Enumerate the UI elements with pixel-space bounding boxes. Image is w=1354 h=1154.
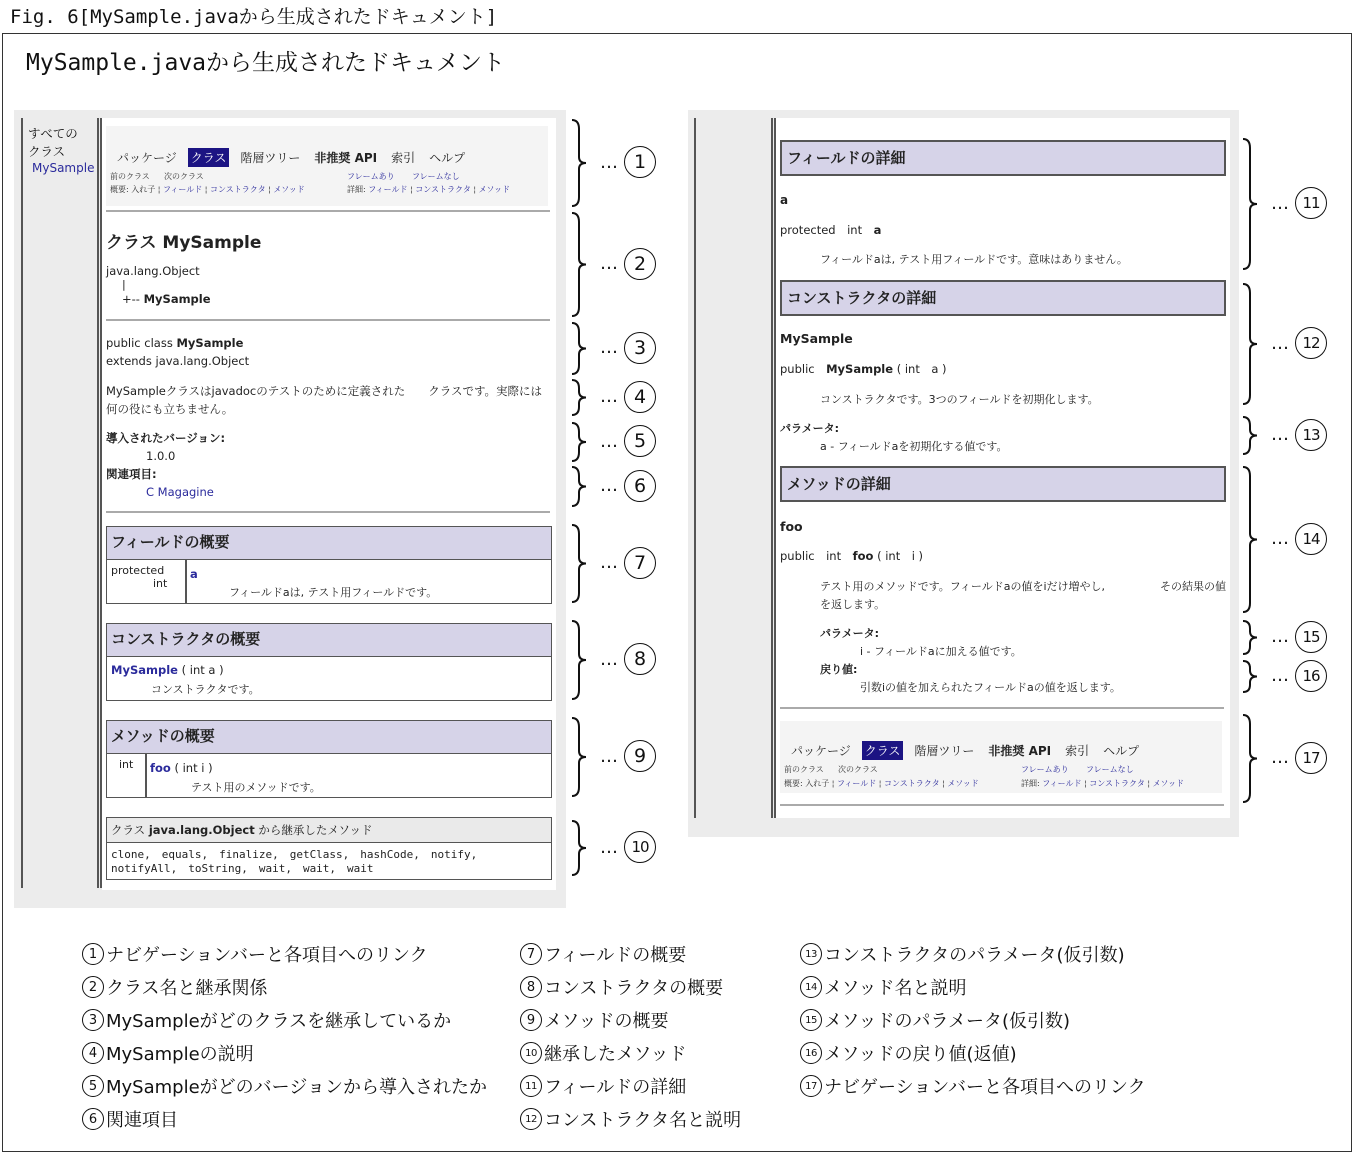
curly-brace	[570, 212, 588, 317]
method-return-label: 戻り値:	[820, 663, 858, 676]
field-name-link[interactable]: a	[190, 567, 198, 581]
method-link[interactable]: foo	[150, 761, 171, 775]
circled-number-icon: 17	[1295, 742, 1327, 774]
callout-marker	[600, 146, 656, 178]
method-return-desc: 引数iの値を加えられたフィールドaの値を返します。	[860, 681, 1121, 694]
curly-brace	[570, 422, 588, 462]
nav-index[interactable]: 索引	[1065, 744, 1090, 758]
ellipsis: …	[600, 386, 618, 407]
circled-number-icon: 2	[624, 248, 656, 280]
constructor-summary-header: コンストラクタの概要	[107, 624, 551, 657]
callout-marker	[600, 740, 656, 772]
callout-marker	[1271, 523, 1327, 555]
callout-marker	[1271, 327, 1327, 359]
legend-item	[520, 1106, 741, 1132]
nav-frames[interactable]: フレームあり	[1021, 765, 1069, 774]
callout-marker	[600, 248, 656, 280]
legend-text: MySampleの説明	[106, 1044, 254, 1065]
circled-number-icon: 16	[800, 1042, 822, 1064]
callout-marker	[1271, 419, 1327, 451]
all-classes-label-2: クラス	[28, 144, 66, 159]
legend-item	[82, 1040, 254, 1066]
legend-text: ナビゲーションバーと各項目へのリンク	[106, 945, 428, 966]
curly-brace	[1241, 660, 1259, 693]
ellipsis: …	[1271, 424, 1289, 445]
constructor-param-desc: a - フィールドaを初期化する値です。	[820, 440, 1008, 453]
legend-item	[82, 1073, 487, 1099]
circled-number-icon: 8	[624, 643, 656, 675]
curly-brace	[1241, 466, 1259, 613]
callout-marker	[600, 332, 656, 364]
callout-marker	[600, 381, 656, 413]
constructor-summary-table	[106, 623, 552, 701]
circled-number-icon: 7	[520, 943, 542, 965]
ellipsis: …	[600, 337, 618, 358]
legend-item	[82, 941, 428, 967]
legend-item	[82, 1106, 178, 1132]
constructor-signature: MySample ( int a )	[111, 663, 224, 677]
ellipsis: …	[1271, 528, 1289, 549]
legend-item	[520, 1040, 687, 1066]
circled-number-icon: 1	[82, 943, 104, 965]
since-value: 1.0.0	[146, 449, 176, 463]
class-link-mysample[interactable]: MySample	[32, 161, 95, 175]
navigation-bar-bottom	[780, 721, 1222, 793]
ellipsis: …	[600, 552, 618, 573]
callout-marker	[600, 831, 656, 863]
circled-number-icon: 15	[800, 1009, 822, 1031]
circled-number-icon: 12	[520, 1108, 542, 1130]
tree-bar: |	[122, 278, 126, 291]
legend-item	[800, 1073, 1146, 1099]
circled-number-icon: 5	[624, 425, 656, 457]
nav-prev-class[interactable]: 前のクラス	[110, 172, 150, 181]
ellipsis: …	[1271, 626, 1289, 647]
column-divider	[185, 560, 187, 603]
navigation-bar-top	[106, 126, 548, 206]
legend-text: メソッドの概要	[544, 1011, 669, 1032]
divider	[694, 118, 696, 818]
circled-number-icon: 12	[1295, 327, 1327, 359]
legend-text: 関連項目	[106, 1110, 178, 1131]
method-summary-header: メソッドの概要	[107, 721, 551, 754]
field-summary-header: フィールドの概要	[107, 527, 551, 560]
legend-text: ナビゲーションバーと各項目へのリンク	[824, 1077, 1146, 1098]
field-detail-signature: protected int a	[780, 223, 882, 237]
curly-brace	[1241, 283, 1259, 405]
legend-text: クラス名と継承関係	[106, 978, 268, 999]
constructor-description: コンストラクタです。	[151, 683, 260, 696]
since-label: 導入されたバージョン:	[106, 431, 226, 445]
legend-item	[800, 1007, 1070, 1033]
constructor-detail-description: コンストラクタです。3つのフィールドを初期化します。	[820, 393, 1099, 406]
field-type: int	[153, 577, 168, 590]
ellipsis: …	[1271, 332, 1289, 354]
all-classes-label: すべての	[28, 126, 78, 141]
method-detail-description-2: を返します。	[820, 598, 886, 611]
curly-brace	[570, 322, 588, 375]
legend-item	[520, 1007, 669, 1033]
ellipsis: …	[600, 475, 618, 496]
nav-detail-row: 詳細: フィールド ¦ コンストラクタ ¦ メソッド	[1021, 779, 1184, 788]
legend-text: MySampleがどのバージョンから導入されたか	[106, 1077, 487, 1098]
circled-number-icon: 5	[82, 1075, 104, 1097]
curly-brace	[1241, 714, 1259, 803]
circled-number-icon: 6	[82, 1108, 104, 1130]
nav-index[interactable]: 索引	[391, 151, 416, 165]
divider	[780, 804, 1224, 806]
nav-deprecated[interactable]: 非推奨 API	[314, 151, 378, 165]
class-declaration: public class MySample	[106, 336, 244, 350]
circled-number-icon: 9	[520, 1009, 542, 1031]
legend-text: 継承したメソッド	[544, 1044, 687, 1065]
inherited-methods-header: クラス java.lang.Object から継承したメソッド	[107, 818, 551, 843]
circled-number-icon: 14	[800, 976, 822, 998]
circled-number-icon: 7	[624, 547, 656, 579]
legend-item	[82, 1007, 451, 1033]
ellipsis: …	[600, 253, 618, 274]
legend-item	[800, 941, 1125, 967]
curly-brace	[570, 524, 588, 603]
legend-item	[520, 1073, 686, 1099]
curly-brace	[1241, 416, 1259, 455]
nav-deprecated[interactable]: 非推奨 API	[988, 744, 1052, 758]
callout-marker	[1271, 660, 1327, 692]
constructor-detail-signature: public MySample ( int a )	[780, 362, 947, 376]
nav-package[interactable]: パッケージ	[117, 151, 177, 165]
ellipsis: …	[600, 836, 618, 858]
ellipsis: …	[600, 745, 618, 767]
field-description: フィールドaは, テスト用フィールドです。	[229, 586, 438, 599]
nav-class[interactable]: クラス	[862, 741, 904, 760]
legend-text: コンストラクタ名と説明	[544, 1110, 742, 1131]
circled-number-icon: 4	[82, 1042, 104, 1064]
class-description-1: MySampleクラスはjavadocのテストのために定義された クラスです。実際には	[106, 384, 543, 398]
method-summary-table	[106, 720, 552, 798]
nav-help[interactable]: ヘルプ	[429, 151, 466, 165]
method-detail-header: メソッドの詳細	[780, 466, 1226, 502]
ellipsis: …	[1271, 665, 1289, 686]
circled-number-icon: 1	[624, 146, 656, 178]
circled-number-icon: 17	[800, 1075, 822, 1097]
constructor-param-label: パラメータ:	[780, 422, 840, 435]
legend-text: フィールドの詳細	[544, 1077, 687, 1098]
nav-next-class[interactable]: 次のクラス	[164, 172, 204, 181]
nav-summary-row: 概要: 入れ子 ¦ フィールド ¦ コンストラクタ ¦ メソッド	[784, 779, 979, 788]
method-signature: foo ( int i )	[150, 761, 213, 775]
legend-text: コンストラクタの概要	[544, 978, 724, 999]
nav-help[interactable]: ヘルプ	[1103, 744, 1140, 758]
divider	[780, 707, 1224, 709]
legend-item	[520, 941, 686, 967]
figure-caption: Fig. 6[MySample.javaから生成されたドキュメント]	[10, 6, 498, 28]
ellipsis: …	[600, 430, 618, 452]
circled-number-icon: 10	[624, 831, 656, 863]
superclass: java.lang.Object	[106, 264, 200, 278]
callout-marker	[1271, 621, 1327, 653]
field-detail-header: フィールドの詳細	[780, 140, 1226, 176]
callout-marker	[600, 425, 656, 457]
ellipsis: …	[1271, 192, 1289, 214]
legend-text: コンストラクタのパラメータ(仮引数)	[824, 945, 1125, 966]
nav-tree[interactable]: 階層ツリー	[914, 744, 975, 758]
method-param-desc: i - フィールドaに加える値です。	[860, 645, 1022, 658]
curly-brace	[570, 620, 588, 700]
circled-number-icon: 4	[624, 381, 656, 413]
circled-number-icon: 10	[520, 1042, 542, 1064]
circled-number-icon: 3	[624, 332, 656, 364]
legend-text: メソッド名と説明	[824, 978, 967, 999]
circled-number-icon: 11	[520, 1075, 542, 1097]
divider	[97, 118, 99, 888]
callout-marker	[1271, 742, 1327, 774]
field-detail-name: a	[780, 193, 789, 207]
field-modifier: protected	[111, 564, 165, 577]
circled-number-icon: 3	[82, 1009, 104, 1031]
right-document	[776, 118, 1230, 818]
circled-number-icon: 16	[1295, 660, 1327, 692]
divider	[771, 118, 773, 818]
nav-summary-row: 概要: 入れ子 ¦ フィールド ¦ コンストラクタ ¦ メソッド	[110, 185, 305, 194]
curly-brace	[570, 717, 588, 797]
curly-brace	[570, 379, 588, 416]
field-detail-description: フィールドaは, テスト用フィールドです。意味はありません。	[820, 253, 1128, 266]
circled-number-icon: 15	[1295, 621, 1327, 653]
nav-class[interactable]: クラス	[188, 148, 230, 167]
inherited-methods-table	[106, 817, 552, 880]
callout-marker	[1271, 187, 1327, 219]
method-detail-name: foo	[780, 519, 803, 534]
divider	[21, 118, 23, 888]
nav-no-frames[interactable]: フレームなし	[412, 172, 460, 181]
curly-brace	[570, 820, 588, 876]
circled-number-icon: 13	[800, 943, 822, 965]
circled-number-icon: 14	[1295, 523, 1327, 555]
legend-text: メソッドのパラメータ(仮引数)	[824, 1011, 1071, 1032]
constructor-detail-header: コンストラクタの詳細	[780, 280, 1226, 316]
method-return-type: int	[119, 758, 134, 771]
ellipsis: …	[1271, 747, 1289, 768]
divider	[106, 511, 550, 513]
nav-tree[interactable]: 階層ツリー	[240, 151, 301, 165]
class-description-2: 何の役にも立ちません。	[106, 402, 234, 416]
circled-number-icon: 11	[1295, 187, 1327, 219]
divider	[106, 319, 550, 321]
nav-prev-class[interactable]: 前のクラス	[784, 765, 824, 774]
method-description: テスト用のメソッドです。	[191, 781, 321, 794]
curly-brace	[1241, 138, 1259, 270]
method-detail-description-1: テスト用のメソッドです。フィールドaの値をiだけ増やし, その結果の値	[820, 580, 1226, 593]
curly-brace	[570, 466, 588, 507]
legend-item	[82, 974, 267, 1000]
legend-text: MySampleがどのクラスを継承しているか	[106, 1011, 452, 1032]
legend-text: メソッドの戻り値(返値)	[824, 1044, 1017, 1065]
class-title: クラス MySample	[106, 233, 262, 253]
divider	[106, 210, 550, 212]
inherited-methods-line-1: clone, equals, finalize, getClass, hashCode, notify,	[111, 848, 478, 861]
left-document	[102, 118, 556, 890]
nav-detail-row: 詳細: フィールド ¦ コンストラクタ ¦ メソッド	[347, 185, 510, 194]
class-extends: extends java.lang.Object	[106, 354, 250, 368]
see-also-label: 関連項目:	[106, 467, 157, 481]
callout-marker	[600, 643, 656, 675]
column-divider	[145, 754, 147, 797]
circled-number-icon: 2	[82, 976, 104, 998]
curly-brace	[570, 119, 588, 207]
figure-title: MySample.javaから生成されたドキュメント	[26, 50, 506, 76]
callout-marker	[600, 547, 656, 579]
curly-brace	[1241, 620, 1259, 655]
constructor-detail-name: MySample	[780, 331, 853, 346]
field-summary-table	[106, 526, 552, 604]
circled-number-icon: 13	[1295, 419, 1327, 451]
nav-frames[interactable]: フレームあり	[347, 172, 395, 181]
inherited-methods-line-2: notifyAll, toString, wait, wait, wait	[111, 862, 374, 875]
method-detail-signature: public int foo ( int i )	[780, 549, 924, 563]
ellipsis: …	[600, 151, 618, 173]
legend-text: フィールドの概要	[544, 945, 687, 966]
method-param-label: パラメータ:	[820, 627, 880, 640]
callout-marker	[600, 470, 656, 502]
nav-next-class[interactable]: 次のクラス	[838, 765, 878, 774]
circled-number-icon: 9	[624, 740, 656, 772]
legend-item	[520, 974, 723, 1000]
ellipsis: …	[600, 648, 618, 670]
see-also-link[interactable]: C Magagine	[146, 485, 214, 499]
legend-item	[800, 1040, 1017, 1066]
circled-number-icon: 6	[624, 470, 656, 502]
legend-item	[800, 974, 967, 1000]
circled-number-icon: 8	[520, 976, 542, 998]
tree-node: +-- MySample	[122, 292, 211, 306]
constructor-link[interactable]: MySample	[111, 663, 178, 677]
nav-package[interactable]: パッケージ	[791, 744, 851, 758]
nav-no-frames[interactable]: フレームなし	[1086, 765, 1134, 774]
